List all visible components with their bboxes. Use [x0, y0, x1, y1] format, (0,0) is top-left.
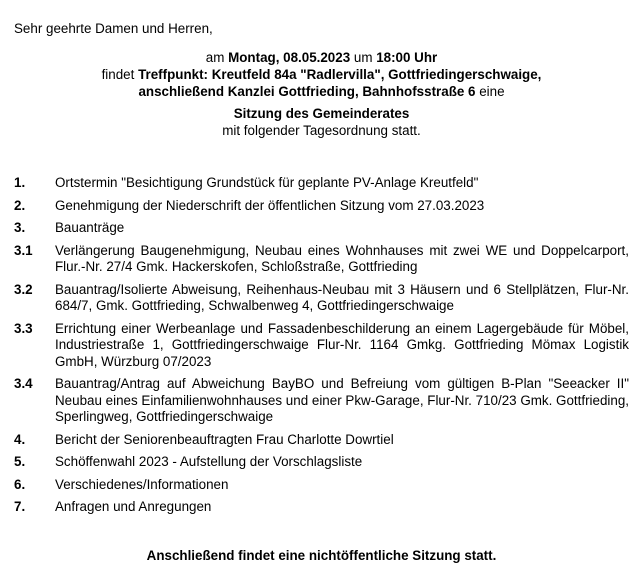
meeting-date: Montag, 08.05.2023 — [228, 50, 351, 65]
agenda-item-number: 1. — [14, 175, 26, 190]
agenda-item-number: 3. — [14, 220, 26, 235]
agenda-item-number: 2. — [14, 197, 26, 213]
agenda-item — [14, 454, 629, 471]
agenda-item — [14, 198, 629, 215]
agenda-item-text: Schöffenwahl 2023 - Aufstellung der Vorschlagsliste — [55, 454, 363, 469]
agenda-item-text: Bauantrag/Antrag auf Abweichung BayBO und Befreiung vom gültigen B-Plan "Seeacker II" Neubau eines Einfamilienwohnhauses und einer Pkw-Garage, Flur-Nr. 710/23 Gmk. Gottfrieding, Sperlingweg, Gottfriedingerschwaige — [55, 376, 629, 424]
agenda-item — [14, 432, 629, 449]
agenda-item-text: Bauanträge — [55, 220, 125, 235]
agenda-item — [14, 376, 629, 426]
agenda-item-text: Bauantrag/Isolierte Abweisung, Reihenhaus-Neubau mit 3 Häusern und 6 Stellplätzen, Flur-Nr. 684/7, Gmk. Gottfrieding, Schwalbenweg 4, Gottfriedingerschwaige — [55, 281, 629, 313]
agenda-item — [14, 321, 629, 371]
agenda-item — [14, 243, 629, 276]
agenda-item-text: Genehmigung der Niederschrift der öffentlichen Sitzung vom 27.03.2023 — [55, 197, 485, 213]
agenda-item — [14, 477, 629, 494]
intro-datetime-mid: um — [350, 50, 377, 65]
closed-session-note: Anschließend findet eine nichtöffentliche Sitzung statt. — [146, 547, 497, 563]
agenda-item-number: 3.3 — [14, 320, 33, 336]
agenda-note: mit folgender Tagesordnung statt. — [222, 123, 421, 138]
agenda-item — [14, 220, 629, 237]
agenda-item — [14, 175, 629, 192]
intro-line-location-1 — [14, 66, 629, 83]
meeting-time: 18:00 Uhr — [376, 50, 438, 65]
agenda-item-text: Bericht der Seniorenbeauftragten Frau Charlotte Dowrtiel — [55, 431, 394, 447]
agenda-item-number: 3.2 — [14, 281, 33, 297]
intro-datetime-prefix: am — [205, 50, 229, 65]
meeting-location-secondary: anschließend Kanzlei Gottfrieding, Bahnhofsstraße 6 — [138, 84, 476, 99]
agenda-item-number: 7. — [14, 499, 26, 514]
intro-location-suffix: eine — [475, 84, 505, 99]
agenda-item-number: 6. — [14, 476, 26, 492]
agenda-item-text: Errichtung einer Werbeanlage und Fassadenbeschilderung an einem Lagergebäude für Möbel, Industriestraße 1, Gottfriedingerschwaige Flur-Nr. 1164 Gmkg. Gottfrieding Mömax Logistik GmbH, Würzburg 07/2023 — [55, 320, 629, 369]
agenda-item-number: 3.1 — [14, 242, 33, 258]
session-title: Sitzung des Gemeinderates — [233, 106, 410, 121]
agenda-item-number: 4. — [14, 431, 26, 447]
agenda-item-text: Verschiedenes/Informationen — [55, 476, 229, 492]
agenda-item — [14, 499, 629, 516]
intro-line-location-2 — [14, 83, 629, 100]
intro-block — [14, 49, 629, 139]
agenda-item-number: 3.4 — [14, 376, 33, 391]
agenda-item — [14, 282, 629, 315]
agenda-item-number: 5. — [14, 454, 26, 469]
agenda-item-text: Verlängerung Baugenehmigung, Neubau eines Wohnhauses mit zwei WE und Doppelcarport, Flur.-Nr. 27/4 Gmk. Hackerskofen, Schloßstraße, Gottfrieding — [55, 242, 629, 274]
agenda-list — [14, 175, 629, 516]
agenda-item-text: Anfragen und Anregungen — [55, 499, 212, 514]
meeting-location-primary: Treffpunkt: Kreutfeld 84a "Radlervilla", Gottfriedingerschwaige, — [138, 67, 542, 82]
intro-line-datetime — [14, 49, 629, 66]
intro-location-prefix: findet — [101, 67, 139, 82]
greeting: Sehr geehrte Damen und Herren, — [14, 21, 213, 36]
agenda-item-text: Ortstermin "Besichtigung Grundstück für geplante PV-Anlage Kreutfeld" — [55, 175, 479, 190]
